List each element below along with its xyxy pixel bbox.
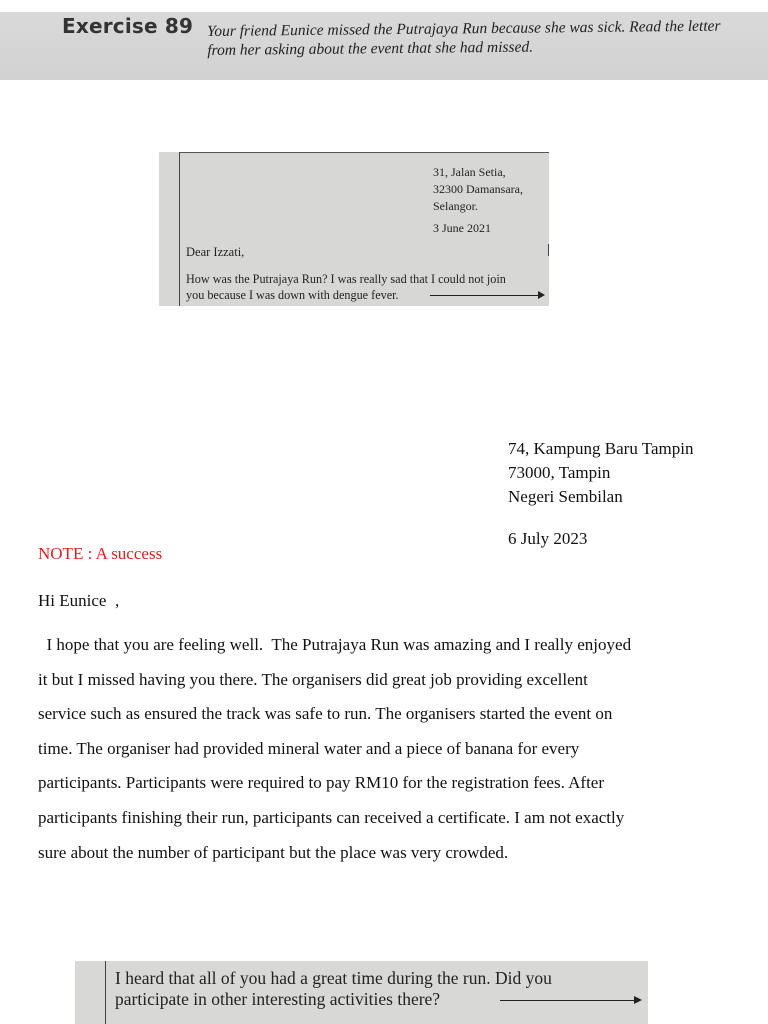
address-line: 32300 Damansara, xyxy=(433,182,523,196)
grading-note: NOTE : A success xyxy=(38,544,163,563)
exercise-title: Exercise 89 xyxy=(62,14,194,38)
arrow-right-icon xyxy=(538,291,545,299)
instruction-line: Your friend Eunice missed the Putrajaya Run because she was sick. Read the letter xyxy=(207,17,721,40)
body-line: How was the Putrajaya Run? I was really sad that I could not join xyxy=(186,272,506,286)
paragraph-line: it but I missed having you there. The organisers did great job providing excellent xyxy=(38,669,588,689)
scanned-salutation: Dear Izzati, xyxy=(186,245,245,259)
scanned-letter-body xyxy=(186,271,546,303)
scanned-prompt-text xyxy=(115,968,645,1010)
arrow-line-icon xyxy=(430,295,542,296)
scanned-sender-address xyxy=(433,164,523,215)
reply-greeting: Hi Eunice , xyxy=(38,591,120,610)
paragraph-line: sure about the number of participant but the place was very crowded. xyxy=(38,842,509,862)
address-line: 74, Kampung Baru Tampin xyxy=(508,439,694,458)
frame-mark xyxy=(548,244,549,256)
arrow-right-icon xyxy=(634,996,642,1004)
paragraph-line: I hope that you are feeling well. The Putrajaya Run was amazing and I really enjoyed xyxy=(38,635,632,654)
paragraph-line: time. The organiser had provided mineral water and a piece of banana for every xyxy=(38,738,580,758)
exercise-instruction xyxy=(207,16,767,60)
address-line: 73000, Tampin xyxy=(508,463,611,482)
address-line: Negeri Sembilan xyxy=(508,487,623,506)
address-line: Selangor. xyxy=(433,199,478,213)
reply-paragraph xyxy=(38,628,738,870)
paragraph-line: participants. Participants were required to pay RM10 for the registration fees. After xyxy=(38,773,605,793)
paragraph-line: service such as ensured the track was safe to run. The organisers started the event on xyxy=(38,704,613,724)
reply-date: 6 July 2023 xyxy=(508,529,588,548)
scanned-letter-date: 3 June 2021 xyxy=(433,221,491,235)
paragraph-line: participants finishing their run, participants can received a certificate. I am not exactly xyxy=(38,807,625,827)
reply-address xyxy=(508,437,693,509)
instruction-line: from her asking about the event that she had missed. xyxy=(207,38,534,59)
prompt-line: I heard that all of you had a great time during the run. Did you xyxy=(115,968,552,988)
arrow-line-icon xyxy=(500,1000,636,1001)
body-line: you because I was down with dengue fever. xyxy=(186,288,399,302)
prompt-line: participate in other interesting activities there? xyxy=(115,989,441,1009)
address-line: 31, Jalan Setia, xyxy=(433,165,506,179)
